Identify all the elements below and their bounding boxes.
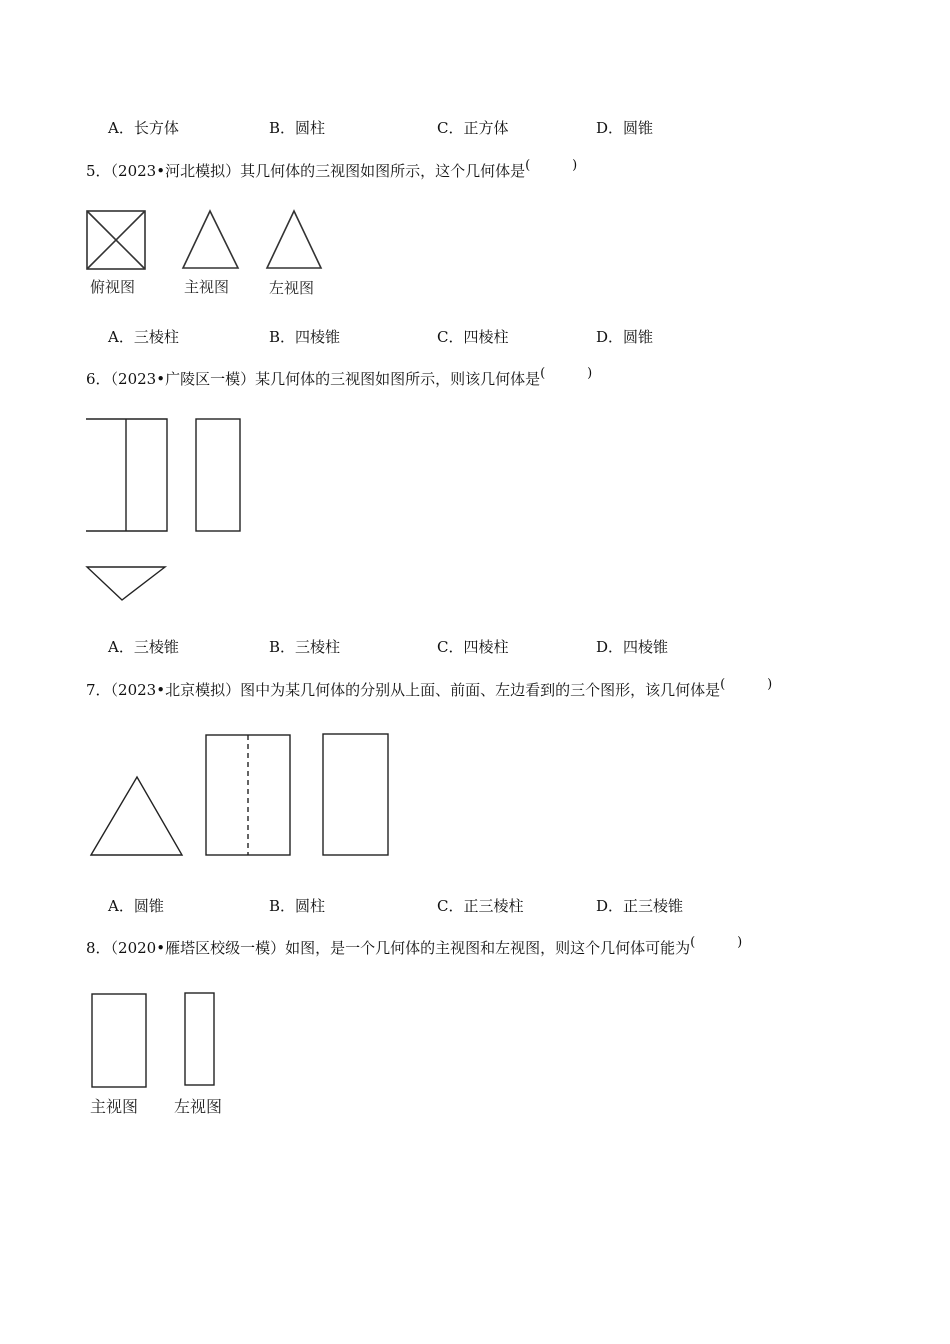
q6-number: 6． <box>86 370 111 388</box>
q5-option-d: D．圆锥 <box>596 328 654 346</box>
q6-stem: （2023•广陵区一模）某几何体的三视图如图所示，则该几何体是 <box>110 370 541 388</box>
q5-label-front-view: 主视图 <box>184 278 230 296</box>
q5-option-c: C．四棱柱 <box>437 328 509 346</box>
q8-label-front-view: 主视图 <box>90 1097 139 1116</box>
q6-option-b: B．三棱柱 <box>269 638 341 656</box>
q4-option-a: A．长方体 <box>108 119 179 137</box>
q7-number: 7． <box>86 681 111 699</box>
q8-number: 8． <box>86 939 111 957</box>
q7-option-a: A．圆锥 <box>108 897 164 915</box>
q4-option-d: D．圆锥 <box>596 119 654 137</box>
q5-label-top-view: 俯视图 <box>90 278 136 296</box>
q8-stem: （2020•雁塔区校级一模）如图，是一个几何体的主视图和左视图，则这个几何体可能为 <box>110 939 691 957</box>
q6-paren-close: ) <box>587 366 593 381</box>
q8-paren-close: ) <box>737 935 743 950</box>
q6-option-a: A．三棱锥 <box>108 638 179 656</box>
q8-front-view <box>92 994 146 1087</box>
q8-left-view <box>185 993 214 1085</box>
q5-paren-close: ) <box>572 158 578 173</box>
q5-number: 5． <box>86 162 111 180</box>
q6-option-d: D．四棱锥 <box>596 638 669 656</box>
q7-paren-close: ) <box>767 677 773 692</box>
q4-option-b: B．圆柱 <box>269 119 326 137</box>
q8-label-left-view: 左视图 <box>174 1097 223 1116</box>
q7-paren-open: ( <box>720 677 726 692</box>
q5-option-b: B．四棱锥 <box>269 328 341 346</box>
q5-label-left-view: 左视图 <box>269 279 315 297</box>
q8-paren-open: ( <box>690 935 696 950</box>
q6-paren-open: ( <box>540 366 546 381</box>
q7-stem: （2023•北京模拟）图中为某几何体的分别从上面、前面、左边看到的三个图形，该几何体是 <box>110 681 721 699</box>
q7-option-c: C．正三棱柱 <box>437 897 524 915</box>
q5-paren-open: ( <box>525 158 531 173</box>
q7-option-b: B．圆柱 <box>269 897 326 915</box>
q5-stem: （2023•河北模拟）其几何体的三视图如图所示，这个几何体是 <box>110 162 526 180</box>
q4-option-c: C．正方体 <box>437 119 509 137</box>
q6-option-c: C．四棱柱 <box>437 638 509 656</box>
q5-option-a: A．三棱柱 <box>108 328 179 346</box>
q7-option-d: D．正三棱锥 <box>596 897 684 915</box>
